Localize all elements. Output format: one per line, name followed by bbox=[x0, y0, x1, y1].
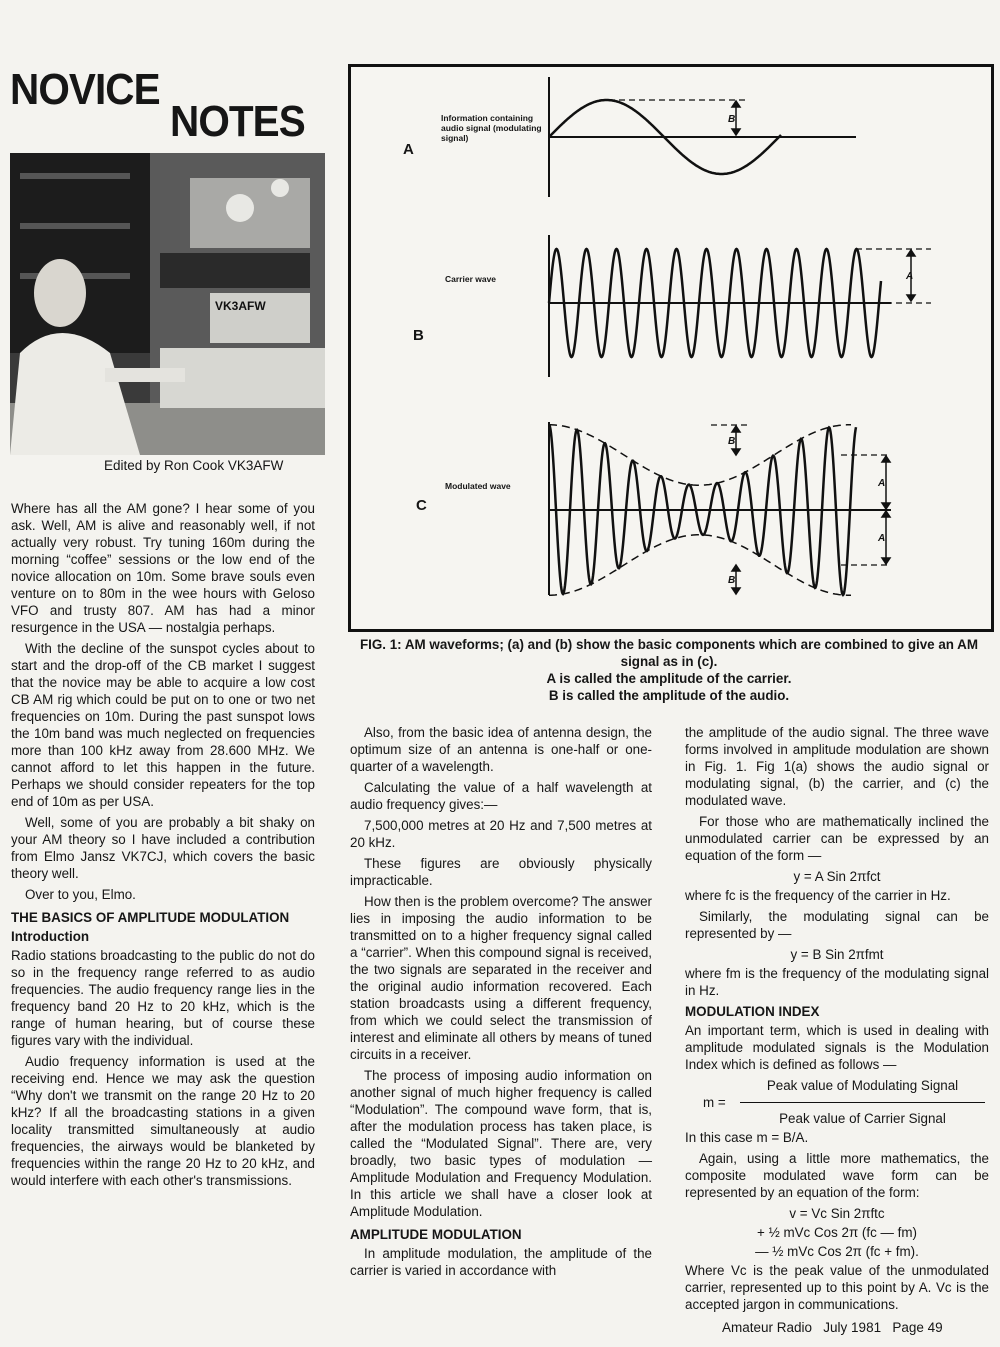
section-heading: MODULATION INDEX bbox=[685, 1004, 820, 1019]
waveform-diagram bbox=[351, 67, 991, 629]
col2-paragraph: How then is the problem overcome? The answer lies in imposing the audio information to be transmitted on to a higher frequency signal called a “carrier”. When this compound signal is received, the two signals are separated in the receiver and the original audio information recovered. Each station broadcasts using a different frequency, from which we could select the transmission of interest and eliminate all others by means of tuned circuits in a receiver. bbox=[350, 894, 652, 1062]
col1-paragraph: With the decline of the sunspot cycles about to start and the drop-off of the CB market I suggest that the novice may be able to acquire a low cost CB AM rig which could be put on to one or two net frequencies on 10m. During the past sunspot lows the 10m band was much neglected on frequencies more than 100 kHz away from 28.600 MHz. We cannot afford to let this happen in the future. Perhaps we should consider repeaters for the top end of 10m as per USA. bbox=[11, 641, 315, 809]
fraction-lhs: m = bbox=[703, 1095, 726, 1110]
column-3 bbox=[685, 724, 989, 1317]
photo bbox=[10, 153, 325, 455]
panel-letter-b: B bbox=[413, 327, 424, 344]
col3-paragraph: An important term, which is used in dealing with amplitude modulated signals is the Modulation Index which is defined as follows — bbox=[685, 1023, 989, 1072]
fraction-denominator: Peak value of Carrier Signal bbox=[779, 1111, 946, 1126]
modulation-index-fraction bbox=[685, 1077, 989, 1129]
subsection-heading: Introduction bbox=[11, 929, 90, 944]
photo-illustration bbox=[10, 153, 325, 455]
dim-label-b: B bbox=[728, 575, 736, 586]
equation: y = A Sin 2πfct bbox=[793, 869, 881, 884]
col3-paragraph: Where Vc is the peak value of the unmodulated carrier, represented up to this point by A. Vc is the accepted jargon in communications. bbox=[685, 1263, 989, 1312]
col3-paragraph: the amplitude of the audio signal. The three wave forms involved in amplitude modulation are shown in Fig. 1. Fig 1(a) shows the audio signal or modulating signal, (b) the carrier, and (c) the modulated wave. bbox=[685, 725, 989, 808]
dim-label-a: A bbox=[878, 533, 886, 544]
figure-1 bbox=[348, 64, 994, 632]
column-1 bbox=[11, 500, 315, 1193]
col2-paragraph: These figures are obviously physically impracticable. bbox=[350, 856, 652, 888]
dim-label-b: B bbox=[728, 114, 736, 125]
col3-paragraph: In this case m = B/A. bbox=[685, 1130, 809, 1145]
equation: y = B Sin 2πfmt bbox=[790, 947, 884, 962]
col2-paragraph: The process of imposing audio information on another signal of much higher frequency is called “Modulation”. The compound wave form, that is, after the modulation process has taken place, is called the “Modulated Signal”. There are, very broadly, two basic types of modulation — Amplitude Modulation and Frequency Modulation. In this article we shall have a closer look at Amplitude Modulation. bbox=[350, 1068, 652, 1219]
col3-paragraph: where fc is the frequency of the carrier in Hz. bbox=[685, 888, 951, 903]
panel-b-label: Carrier wave bbox=[445, 274, 497, 284]
title-notes: NOTES bbox=[170, 97, 305, 146]
figure-caption-line: FIG. 1: AM waveforms; (a) and (b) show the basic components which are combined to give an AM signal as in (c). bbox=[359, 637, 979, 669]
dim-label-a: A bbox=[878, 478, 886, 489]
figure-caption bbox=[348, 636, 990, 704]
col1-paragraph: Audio frequency information is used at the receiving end. Hence we may ask the question “Why don't we transmit on the range 20 Hz to 20 kHz? If all the broadcasting stations in a given locality transmitted simultaneously at audio frequencies, the airways would be blanketed by frequencies within the range 20 Hz to 20 kHz, and would interfere with each other's transmissions. bbox=[11, 1054, 315, 1188]
fraction-numerator: Peak value of Modulating Signal bbox=[766, 1078, 959, 1093]
col1-paragraph: Over to you, Elmo. bbox=[25, 887, 136, 902]
col1-paragraph: Radio stations broadcasting to the public do not do so in the frequency range referred to as audio frequencies. The audio frequency range lies in the frequency band 20 Hz to 20 kHz, which is the range of human hearing, but of course these figures vary with the individual. bbox=[11, 948, 315, 1048]
col3-paragraph: For those who are mathematically inclined the unmodulated carrier can be expressed by an equation of the form — bbox=[685, 814, 989, 863]
title-novice: NOVICE bbox=[10, 65, 160, 114]
col1-paragraph: Well, some of you are probably a bit shaky on your AM theory so I have included a contribution from Elmo Jansz VK7CJ, which covers the basic theory well. bbox=[11, 815, 315, 881]
panel-c-label: Modulated wave bbox=[445, 481, 511, 491]
section-heading: THE BASICS OF AMPLITUDE MODULATION bbox=[11, 910, 290, 925]
fraction-bar bbox=[740, 1102, 985, 1103]
col2-paragraph: Also, from the basic idea of antenna design, the optimum size of an antenna is one-half or one-quarter of a wavelength. bbox=[350, 725, 652, 774]
callsign-sign: VK3AFW bbox=[215, 299, 266, 313]
section-heading: AMPLITUDE MODULATION bbox=[350, 1227, 522, 1242]
col2-paragraph: In amplitude modulation, the amplitude of the carrier is varied in accordance with bbox=[350, 1246, 652, 1278]
panel-letter-a: A bbox=[403, 141, 414, 158]
figure-caption-line: B is called the amplitude of the audio. bbox=[548, 688, 790, 703]
panel-letter-c: C bbox=[416, 497, 427, 514]
figure-caption-line: A is called the amplitude of the carrier. bbox=[546, 671, 792, 686]
col1-paragraph: Where has all the AM gone? I hear some of you ask. Well, AM is alive and reasonably well, if not actually very robust. Try tuning 160m during the morning “coffee” sessions or the low end of the novice allocation on 10m. Some brave souls even venture on to 80m in the wee hours with Geloso VFO and trusty 807. AM has had a minor resurgence in the USA — nostalgia perhaps. bbox=[11, 501, 315, 635]
column-2 bbox=[350, 724, 652, 1283]
equation: + ½ mVc Cos 2π (fc — fm) bbox=[757, 1225, 917, 1240]
equation: v = Vc Sin 2πftc bbox=[789, 1206, 885, 1221]
col3-paragraph: Again, using a little more mathematics, the composite modulated wave form can be represented by an equation of the form: bbox=[685, 1151, 989, 1200]
dim-label-b: B bbox=[728, 436, 736, 447]
panel-a-label: Information containing audio signal (modulating signal) bbox=[441, 113, 542, 143]
dim-label-a: A bbox=[906, 271, 914, 282]
col2-paragraph: Calculating the value of a half wavelength at audio frequency gives:— bbox=[350, 780, 652, 812]
equation: — ½ mVc Cos 2π (fc + fm). bbox=[755, 1244, 919, 1259]
page-footer: Amateur Radio July 1981 Page 49 bbox=[722, 1320, 943, 1335]
col3-paragraph: where fm is the frequency of the modulating signal in Hz. bbox=[685, 966, 989, 998]
photo-caption: Edited by Ron Cook VK3AFW bbox=[104, 458, 284, 473]
col2-paragraph: 7,500,000 metres at 20 Hz and 7,500 metres at 20 kHz. bbox=[350, 818, 652, 850]
col3-paragraph: Similarly, the modulating signal can be represented by — bbox=[685, 909, 989, 941]
